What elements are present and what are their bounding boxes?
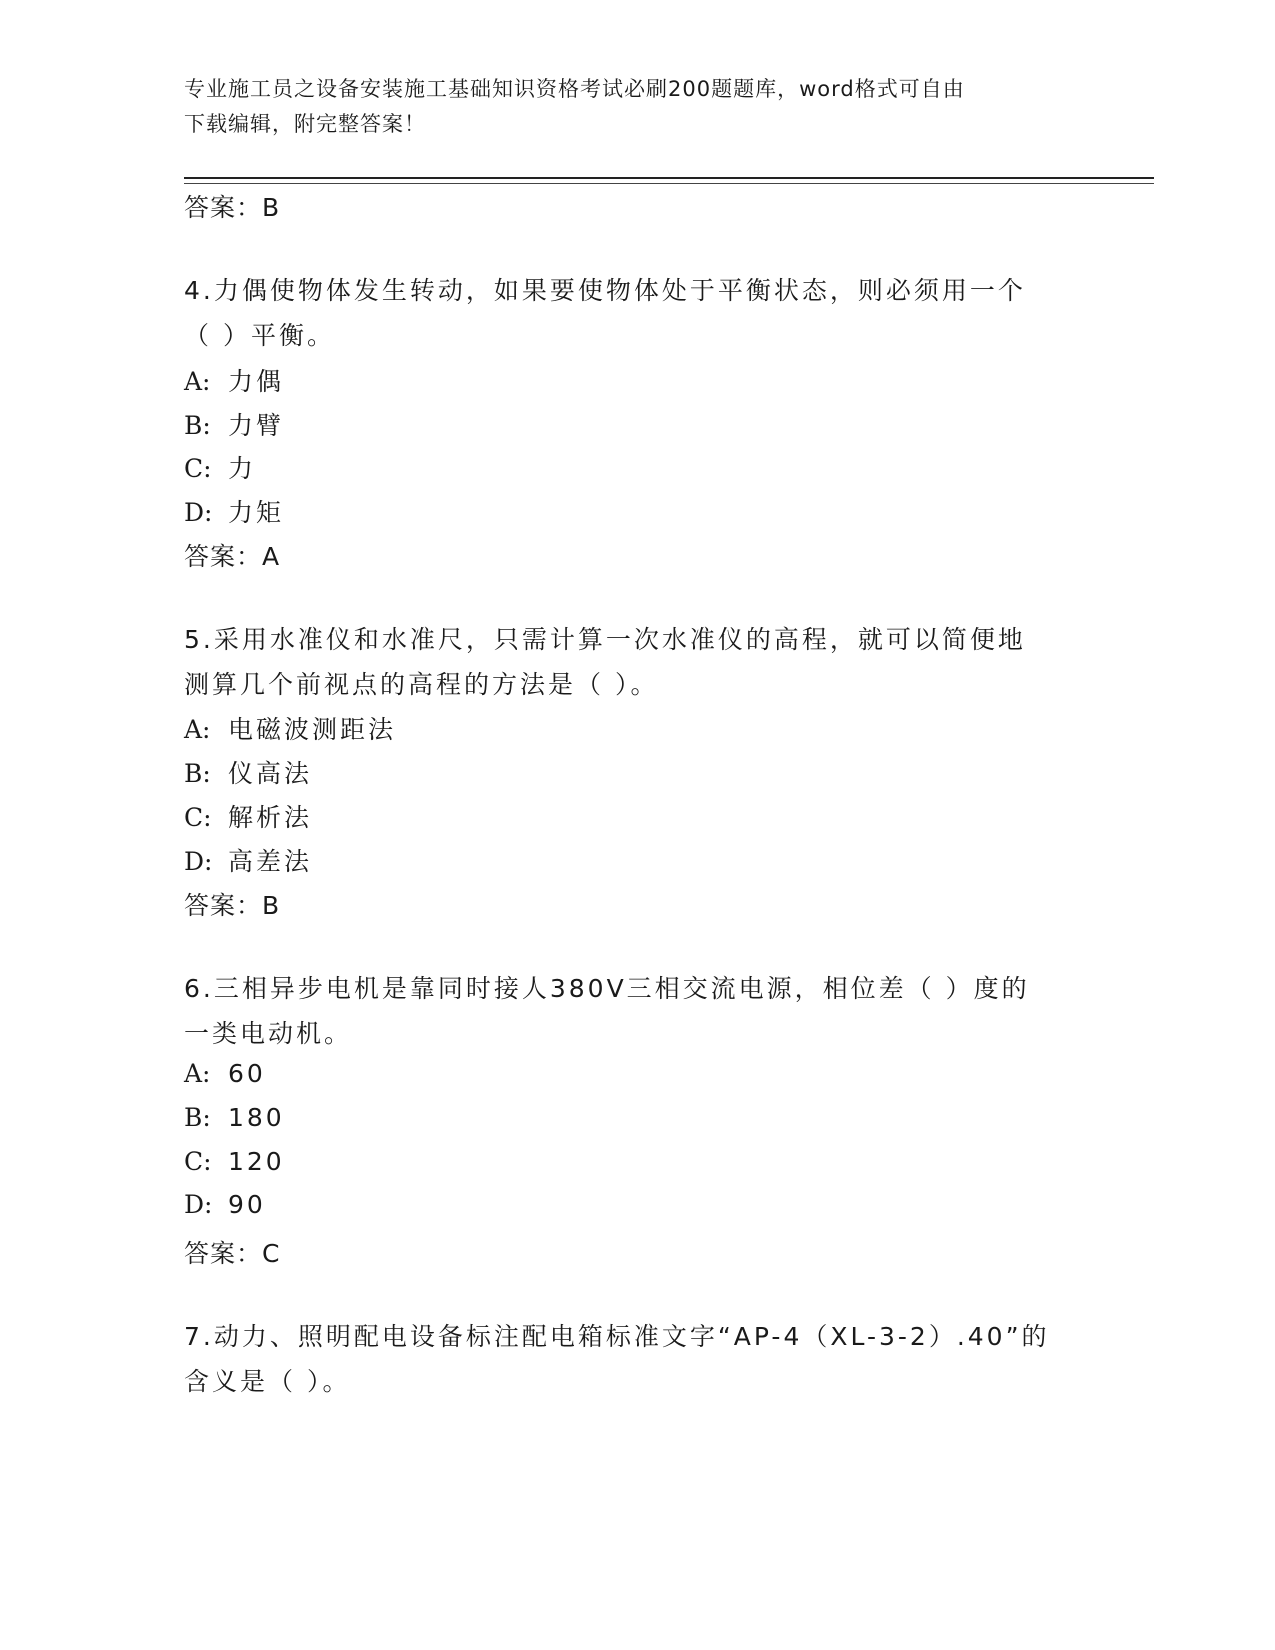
q6-option-b-letter: B: — [184, 1103, 211, 1132]
q7-stem-line-1: 7.动力、照明配电设备标注配电箱标准文字“AP-4（XL-3-2）.40”的 — [184, 1322, 1050, 1351]
q5-option-d — [184, 842, 312, 878]
q4-stem — [184, 268, 1064, 358]
q6-stem-line-1: 6.三相异步电机是靠同时接人380V三相交流电源，相位差（ ）度的 — [184, 974, 1030, 1003]
q7-stem-line-2: 含义是（ ）。 — [184, 1367, 351, 1396]
q6-option-d-text: 90 — [228, 1190, 266, 1219]
q4-option-c — [184, 449, 256, 485]
q6-stem-line-2: 一类电动机。 — [184, 1019, 353, 1048]
q6-option-a — [184, 1059, 266, 1088]
q5-stem-line-1: 5.采用水准仪和水准尺，只需计算一次水准仪的高程，就可以简便地 — [184, 625, 1026, 654]
q6-option-d-letter: D: — [184, 1190, 213, 1219]
q4-option-b — [184, 406, 284, 442]
q4-option-b-letter: B: — [184, 411, 211, 440]
q4-option-c-text: 力 — [228, 454, 257, 483]
q4-option-a — [184, 362, 284, 398]
q5-stem — [184, 617, 1064, 707]
q4-option-c-letter: C: — [184, 454, 212, 483]
header-divider-thick — [184, 177, 1154, 179]
q4-option-a-letter: A: — [184, 367, 211, 396]
q6-option-a-text: 60 — [228, 1059, 266, 1088]
q4-option-d — [184, 493, 284, 529]
q5-option-b — [184, 754, 312, 790]
q5-option-a-text: 电磁波测距法 — [228, 715, 397, 744]
q5-option-c — [184, 798, 312, 834]
q5-option-a-letter: A: — [184, 715, 211, 744]
q5-option-b-letter: B: — [184, 759, 211, 788]
q4-option-d-text: 力矩 — [228, 498, 285, 527]
q6-option-c-letter: C: — [184, 1147, 212, 1176]
q6-option-d — [184, 1190, 266, 1219]
header-divider-thin — [184, 183, 1154, 184]
q4-stem-line-2: （ ）平衡。 — [184, 321, 335, 350]
q5-option-d-letter: D: — [184, 847, 213, 876]
q6-option-b — [184, 1103, 285, 1132]
q3-answer: 答案：B — [184, 193, 281, 222]
q5-option-b-text: 仪高法 — [228, 759, 313, 788]
q6-option-b-text: 180 — [228, 1103, 285, 1132]
q5-answer: 答案：B — [184, 891, 281, 920]
q4-option-a-text: 力偶 — [228, 367, 285, 396]
q5-option-d-text: 高差法 — [228, 847, 313, 876]
q5-stem-line-2: 测算几个前视点的高程的方法是（ ）。 — [184, 670, 659, 699]
q4-option-b-text: 力臂 — [228, 411, 285, 440]
q7-stem — [184, 1314, 1064, 1404]
header-line-2: 下载编辑，附完整答案！ — [184, 112, 426, 136]
q4-answer: 答案：A — [184, 542, 281, 571]
header-line-1: 专业施工员之设备安装施工基础知识资格考试必刷200题题库，word格式可自由 — [184, 77, 965, 101]
q6-option-c — [184, 1147, 285, 1176]
q6-option-a-letter: A: — [184, 1059, 211, 1088]
q5-option-a — [184, 710, 396, 746]
q4-stem-line-1: 4.力偶使物体发生转动，如果要使物体处于平衡状态，则必须用一个 — [184, 276, 1026, 305]
q5-option-c-text: 解析法 — [228, 803, 313, 832]
q6-answer: 答案：C — [184, 1239, 281, 1268]
q4-option-d-letter: D: — [184, 498, 213, 527]
q5-option-c-letter: C: — [184, 803, 212, 832]
document-header — [184, 72, 1064, 142]
q6-option-c-text: 120 — [228, 1147, 285, 1176]
q6-stem — [184, 966, 1064, 1056]
